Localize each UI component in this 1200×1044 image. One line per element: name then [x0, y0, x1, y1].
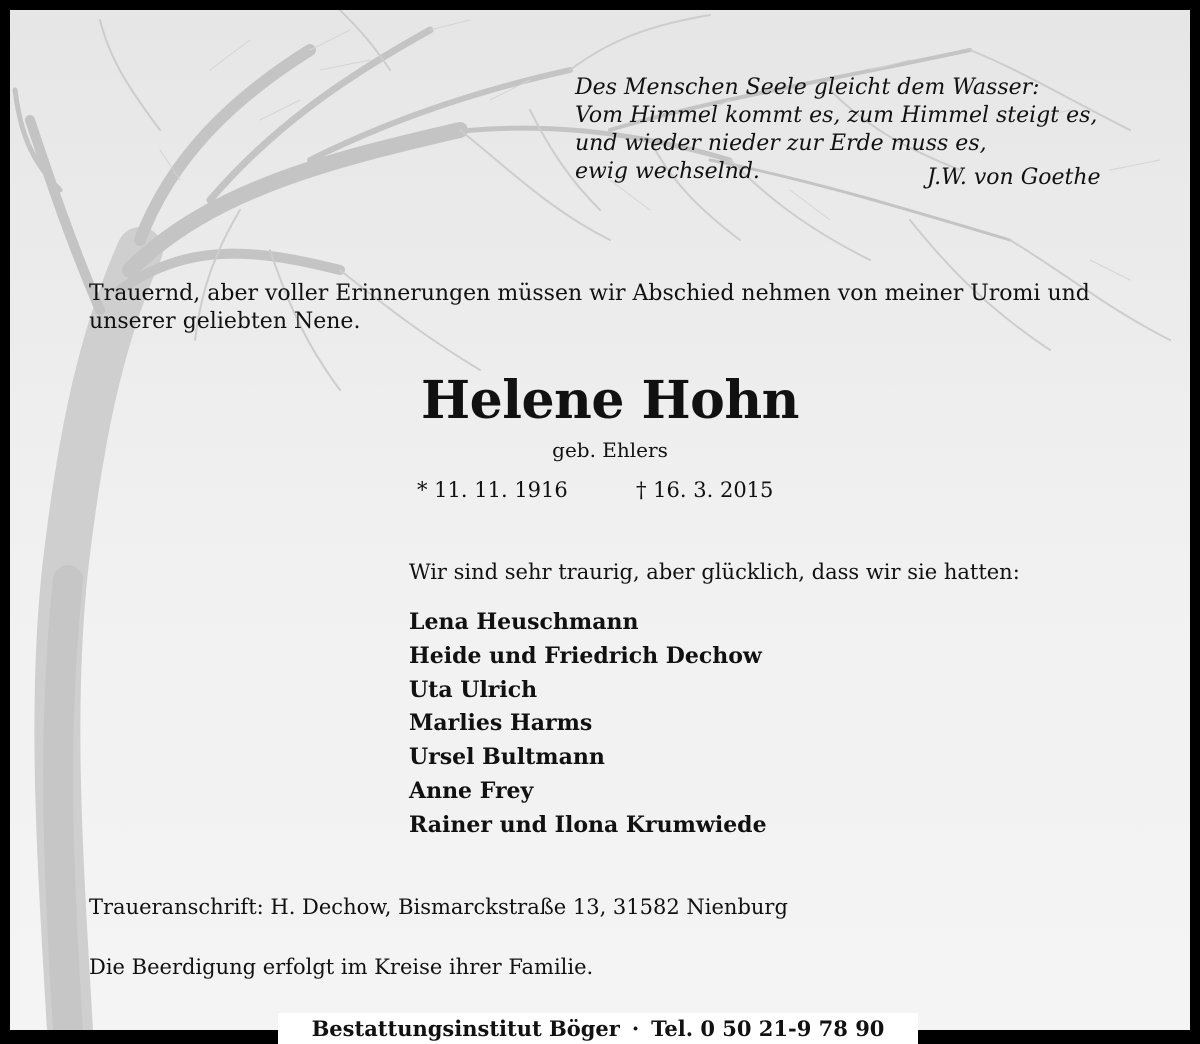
mourner-name: Ursel Bultmann: [409, 744, 605, 771]
quote-author: J.W. von Goethe: [927, 165, 1101, 190]
mourners-list: [409, 606, 767, 843]
deceased-name: Helene Hohn: [421, 370, 799, 431]
funeral-home-phone: Tel. 0 50 21-9 78 90: [651, 1016, 885, 1041]
quote-line: Vom Himmel kommt es, zum Himmel steigt es,: [575, 103, 1098, 128]
funeral-home-name: Bestattungsinstitut Böger: [311, 1016, 620, 1041]
mourning-sentence: Wir sind sehr traurig, aber glücklich, dass wir sie hatten:: [409, 560, 1020, 584]
mourner-name: Anne Frey: [409, 777, 534, 804]
maiden-name: geb. Ehlers: [552, 438, 668, 462]
quote-line: und wieder nieder zur Erde muss es,: [575, 131, 987, 156]
mourner-name: Marlies Harms: [409, 710, 593, 737]
mourner-name: Uta Ulrich: [409, 676, 538, 703]
funeral-home-footer: [278, 1013, 918, 1044]
intro-text: [89, 280, 1149, 336]
mourning-address: Traueranschrift: H. Dechow, Bismarckstraße 13, 31582 Nienburg: [89, 895, 788, 919]
mourner-name: Lena Heuschmann: [409, 609, 639, 635]
intro-line: unserer geliebten Nene.: [89, 309, 361, 334]
quote-line: ewig wechselnd.: [575, 159, 760, 184]
birth-date: * 11. 11. 1916: [417, 478, 568, 502]
death-date: † 16. 3. 2015: [636, 478, 774, 502]
quote-line: Des Menschen Seele gleicht dem Wasser:: [575, 75, 1040, 100]
mourner-name: Heide und Friedrich Dechow: [409, 642, 762, 669]
mourner-name: Rainer und Ilona Krumwiede: [409, 811, 767, 838]
funeral-note: Die Beerdigung erfolgt im Kreise ihrer Familie.: [89, 955, 594, 979]
intro-line: Trauernd, aber voller Erinnerungen müssen wir Abschied nehmen von meiner Uromi und: [89, 281, 1090, 306]
footer-separator: ·: [631, 1016, 640, 1041]
